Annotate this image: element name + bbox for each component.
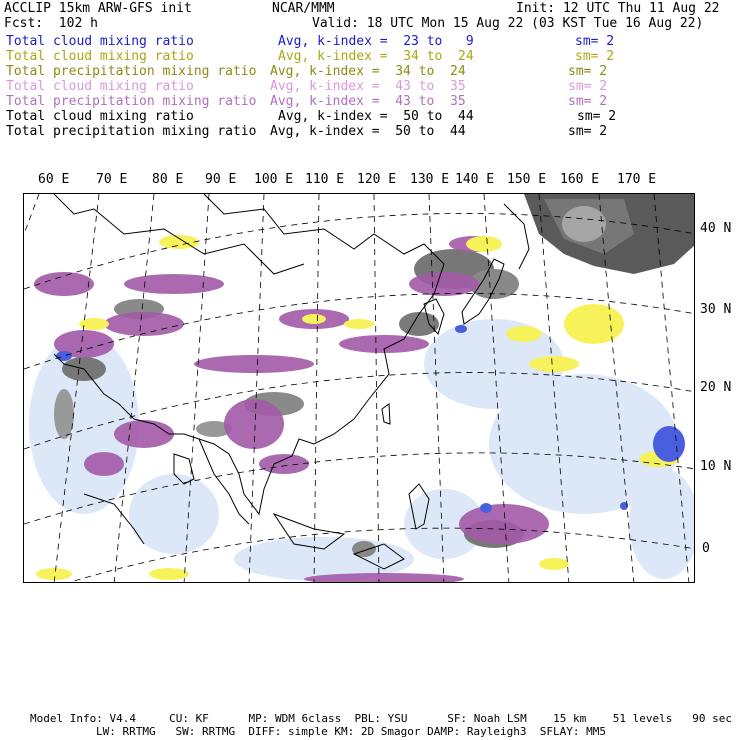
longitude-label: 160 E xyxy=(560,172,600,187)
longitude-label: 130 E xyxy=(410,172,450,187)
latitude-label: 10 N xyxy=(700,459,732,474)
longitude-label: 90 E xyxy=(205,172,237,187)
forecast-hour: Fcst: 102 h xyxy=(4,16,98,31)
field-k-index: Avg, k-index = 43 to 35 xyxy=(270,79,466,94)
longitude-label: 150 E xyxy=(507,172,547,187)
physics-info-line: LW: RRTMG SW: RRTMG DIFF: simple KM: 2D Smagor DAMP: Rayleigh3 SFLAY: MM5 xyxy=(96,725,606,738)
field-smoothing: sm= 2 xyxy=(575,49,615,64)
field-k-index: Avg, k-index = 34 to 24 xyxy=(270,64,466,79)
field-smoothing: sm= 2 xyxy=(568,64,608,79)
field-k-index: Avg, k-index = 50 to 44 xyxy=(270,124,466,139)
longitude-label: 70 E xyxy=(96,172,128,187)
longitude-label: 110 E xyxy=(305,172,345,187)
map-canvas xyxy=(24,194,695,583)
model-title: ACCLIP 15km ARW-GFS init xyxy=(4,1,192,16)
field-smoothing: sm= 2 xyxy=(577,109,617,124)
field-smoothing: sm= 2 xyxy=(575,34,615,49)
field-k-index: Avg, k-index = 23 to 9 xyxy=(278,34,474,49)
valid-time: Valid: 18 UTC Mon 15 Aug 22 (03 KST Tue 16 Aug 22) xyxy=(312,16,704,31)
field-name: Total precipitation mixing ratio xyxy=(6,64,257,79)
field-name: Total precipitation mixing ratio xyxy=(6,94,257,109)
latitude-label: 20 N xyxy=(700,380,732,395)
field-name: Total cloud mixing ratio xyxy=(6,34,194,49)
field-name: Total precipitation mixing ratio xyxy=(6,124,257,139)
field-smoothing: sm= 2 xyxy=(568,79,608,94)
latitude-label: 40 N xyxy=(700,221,732,236)
field-name: Total cloud mixing ratio xyxy=(6,49,194,64)
longitude-label: 80 E xyxy=(152,172,184,187)
init-time: Init: 12 UTC Thu 11 Aug 22 xyxy=(516,1,720,16)
field-k-index: Avg, k-index = 50 to 44 xyxy=(278,109,474,124)
map-panel xyxy=(23,193,695,583)
model-info-line: Model Info: V4.4 CU: KF MP: WDM 6class PBL: YSU SF: Noah LSM 15 km 51 levels 90 sec xyxy=(30,712,732,725)
field-smoothing: sm= 2 xyxy=(568,94,608,109)
field-name: Total cloud mixing ratio xyxy=(6,79,194,94)
longitude-label: 170 E xyxy=(617,172,657,187)
field-smoothing: sm= 2 xyxy=(568,124,608,139)
longitude-label: 60 E xyxy=(38,172,70,187)
latitude-label: 30 N xyxy=(700,302,732,317)
longitude-label: 100 E xyxy=(254,172,294,187)
longitude-label: 120 E xyxy=(357,172,397,187)
longitude-label: 140 E xyxy=(455,172,495,187)
field-k-index: Avg, k-index = 43 to 35 xyxy=(270,94,466,109)
field-name: Total cloud mixing ratio xyxy=(6,109,194,124)
latitude-label: 0 xyxy=(702,541,710,556)
organization-label: NCAR/MMM xyxy=(272,1,335,16)
field-k-index: Avg, k-index = 34 to 24 xyxy=(278,49,474,64)
